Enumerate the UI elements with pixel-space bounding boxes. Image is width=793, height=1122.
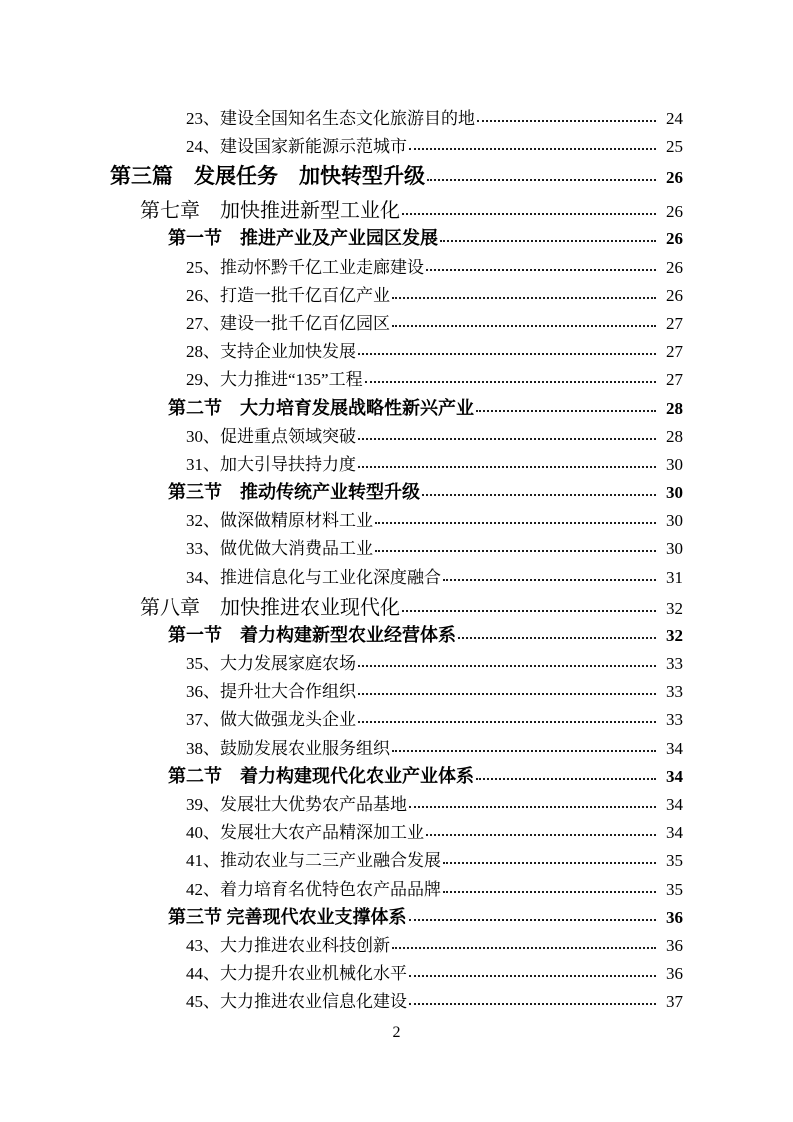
toc-entry-section bbox=[110, 903, 683, 931]
toc-entry-label: 第八章 加快推进农业现代化 bbox=[140, 596, 400, 619]
toc-entry-page: 26 bbox=[666, 285, 683, 305]
toc-entry-page: 32 bbox=[666, 625, 683, 645]
dot-leader bbox=[402, 213, 656, 215]
toc-entry-label: 第二节 大力培育发展战略性新兴产业 bbox=[168, 397, 474, 418]
toc-entry-part bbox=[110, 160, 683, 194]
dot-leader bbox=[375, 522, 656, 524]
toc-entry-page: 30 bbox=[666, 511, 683, 531]
toc-entry-page: 36 bbox=[666, 964, 683, 984]
toc-entry-label: 第三节 完善现代农业支撑体系 bbox=[168, 906, 407, 927]
dot-leader bbox=[477, 120, 656, 122]
toc-entry-chapter bbox=[110, 591, 683, 621]
toc-entry-section bbox=[110, 224, 683, 252]
toc-entry-page: 25 bbox=[666, 137, 683, 157]
dot-leader bbox=[476, 410, 656, 412]
toc-entry-label: 41、推动农业与二三产业融合发展 bbox=[186, 851, 441, 871]
dot-leader bbox=[458, 637, 656, 639]
dot-leader bbox=[358, 353, 656, 355]
toc-entry-item bbox=[110, 677, 683, 705]
toc-entry-label: 30、促进重点领域突破 bbox=[186, 426, 356, 446]
toc-entry-label: 第一节 着力构建新型农业经营体系 bbox=[168, 624, 456, 645]
toc-entry-label: 24、建设国家新能源示范城市 bbox=[186, 137, 407, 157]
toc-entry-section bbox=[110, 478, 683, 506]
toc-entry-item bbox=[110, 846, 683, 874]
toc-entry-item bbox=[110, 818, 683, 846]
toc-entry-label: 28、支持企业加快发展 bbox=[186, 342, 356, 362]
toc-entry-item bbox=[110, 875, 683, 903]
toc-entry-label: 29、大力推进“135”工程 bbox=[186, 370, 363, 390]
toc-entry-page: 30 bbox=[666, 454, 683, 474]
toc-entry-label: 27、建设一批千亿百亿园区 bbox=[186, 313, 390, 333]
toc-entry-page: 34 bbox=[666, 794, 683, 814]
dot-leader bbox=[476, 778, 656, 780]
toc-entry-page: 33 bbox=[666, 654, 683, 673]
toc-entry-item bbox=[110, 422, 683, 450]
toc-entry-label: 42、着力培育名优特色农产品品牌 bbox=[186, 879, 441, 899]
dot-leader bbox=[426, 834, 656, 836]
dot-leader bbox=[409, 806, 656, 808]
toc-entry-page: 33 bbox=[666, 682, 683, 702]
toc-entry-item bbox=[110, 734, 683, 762]
toc-entry-label: 26、打造一批千亿百亿产业 bbox=[186, 285, 390, 305]
dot-leader bbox=[358, 438, 656, 440]
toc-entry-section bbox=[110, 762, 683, 790]
toc-entry-page: 33 bbox=[666, 710, 683, 730]
toc-entry-item bbox=[110, 987, 683, 1015]
toc-entry-item bbox=[110, 309, 683, 337]
toc-entry-page: 27 bbox=[666, 370, 683, 390]
toc-entry-page: 35 bbox=[666, 851, 683, 871]
dot-leader bbox=[358, 466, 656, 468]
toc-entry-page: 28 bbox=[666, 398, 683, 418]
toc-entry-item bbox=[110, 450, 683, 478]
toc-entry-label: 23、建设全国知名生态文化旅游目的地 bbox=[186, 109, 475, 128]
toc-entry-item bbox=[110, 534, 683, 562]
toc-entry-page: 37 bbox=[666, 992, 683, 1012]
toc-entry-label: 25、推动怀黔千亿工业走廊建设 bbox=[186, 257, 424, 277]
toc-entry-item bbox=[110, 365, 683, 393]
toc-entry-page: 26 bbox=[666, 168, 683, 188]
toc-entry-item bbox=[110, 104, 683, 132]
toc-entry-item bbox=[110, 705, 683, 733]
toc-entry-label: 33、做优做大消费品工业 bbox=[186, 539, 373, 559]
toc-entry-page: 27 bbox=[666, 342, 683, 362]
dot-leader bbox=[392, 297, 656, 299]
toc-entry-item bbox=[110, 931, 683, 959]
dot-leader bbox=[443, 579, 656, 581]
toc-entry-item bbox=[110, 649, 683, 677]
dot-leader bbox=[358, 721, 656, 723]
toc-entry-page: 34 bbox=[666, 738, 683, 758]
toc-entry-label: 43、大力推进农业科技创新 bbox=[186, 935, 390, 955]
toc-entry-label: 37、做大做强龙头企业 bbox=[186, 710, 356, 730]
toc-entry-label: 第二节 着力构建现代化农业产业体系 bbox=[168, 765, 474, 786]
toc-entry-page: 24 bbox=[666, 109, 683, 128]
dot-leader bbox=[443, 891, 656, 893]
toc-entry-page: 28 bbox=[666, 426, 683, 446]
toc-entry-item bbox=[110, 959, 683, 987]
dot-leader bbox=[426, 269, 656, 271]
footer-page-number: 2 bbox=[392, 1024, 401, 1041]
toc-entry-label: 第三节 推动传统产业转型升级 bbox=[168, 482, 420, 503]
toc-entry-page: 30 bbox=[666, 483, 683, 503]
toc-entry-label: 第七章 加快推进新型工业化 bbox=[140, 200, 400, 223]
toc-entry-item bbox=[110, 337, 683, 365]
toc-entry-label: 第三篇 发展任务 加快转型升级 bbox=[110, 164, 425, 189]
dot-leader bbox=[402, 610, 656, 612]
dot-leader bbox=[427, 179, 656, 181]
dot-leader bbox=[409, 148, 656, 150]
toc-entry-page: 26 bbox=[666, 229, 683, 249]
dot-leader bbox=[409, 1003, 656, 1005]
toc-entry-item bbox=[110, 563, 683, 591]
dot-leader bbox=[440, 240, 656, 242]
dot-leader bbox=[409, 919, 657, 921]
dot-leader bbox=[422, 494, 656, 496]
dot-leader bbox=[365, 381, 656, 383]
dot-leader bbox=[358, 665, 656, 667]
dot-leader bbox=[392, 750, 656, 752]
dot-leader bbox=[392, 947, 656, 949]
toc-entry-item bbox=[110, 281, 683, 309]
toc-entry-item bbox=[110, 132, 683, 160]
toc-entry-page: 26 bbox=[666, 257, 683, 277]
toc-entry-label: 38、鼓励发展农业服务组织 bbox=[186, 738, 390, 758]
toc-entry-page: 34 bbox=[666, 823, 683, 843]
toc-entry-page: 26 bbox=[666, 202, 683, 222]
dot-leader bbox=[409, 975, 656, 977]
toc-entry-page: 36 bbox=[666, 907, 683, 927]
toc-entry-page: 35 bbox=[666, 879, 683, 899]
dot-leader bbox=[443, 862, 656, 864]
toc-entry-page: 36 bbox=[666, 935, 683, 955]
toc-entry-label: 34、推进信息化与工业化深度融合 bbox=[186, 567, 441, 587]
dot-leader bbox=[358, 693, 656, 695]
toc-entry-section bbox=[110, 394, 683, 422]
toc-entry-label: 31、加大引导扶持力度 bbox=[186, 454, 356, 474]
toc-entry-page: 32 bbox=[666, 598, 683, 618]
toc-entry-chapter bbox=[110, 194, 683, 224]
toc-entry-item bbox=[110, 790, 683, 818]
toc-entry-label: 36、提升壮大合作组织 bbox=[186, 682, 356, 702]
dot-leader bbox=[392, 325, 656, 327]
dot-leader bbox=[375, 550, 656, 552]
toc-entry-page: 30 bbox=[666, 539, 683, 559]
toc-entry-section bbox=[110, 621, 683, 649]
toc-entry-page: 34 bbox=[666, 766, 683, 786]
toc-entry-item bbox=[110, 253, 683, 281]
toc-entry-page: 27 bbox=[666, 313, 683, 333]
toc-entry-page: 31 bbox=[666, 567, 683, 587]
toc-entry-label: 40、发展壮大农产品精深加工业 bbox=[186, 823, 424, 843]
toc-entry-label: 32、做深做精原材料工业 bbox=[186, 511, 373, 531]
toc-entry-label: 第一节 推进产业及产业园区发展 bbox=[168, 228, 438, 249]
toc-entry-label: 45、大力推进农业信息化建设 bbox=[186, 992, 407, 1012]
toc-entry-label: 39、发展壮大优势农产品基地 bbox=[186, 794, 407, 814]
toc-entry-item bbox=[110, 506, 683, 534]
table-of-contents bbox=[110, 104, 683, 1015]
toc-entry-label: 35、大力发展家庭农场 bbox=[186, 654, 356, 673]
toc-entry-label: 44、大力提升农业机械化水平 bbox=[186, 964, 407, 984]
